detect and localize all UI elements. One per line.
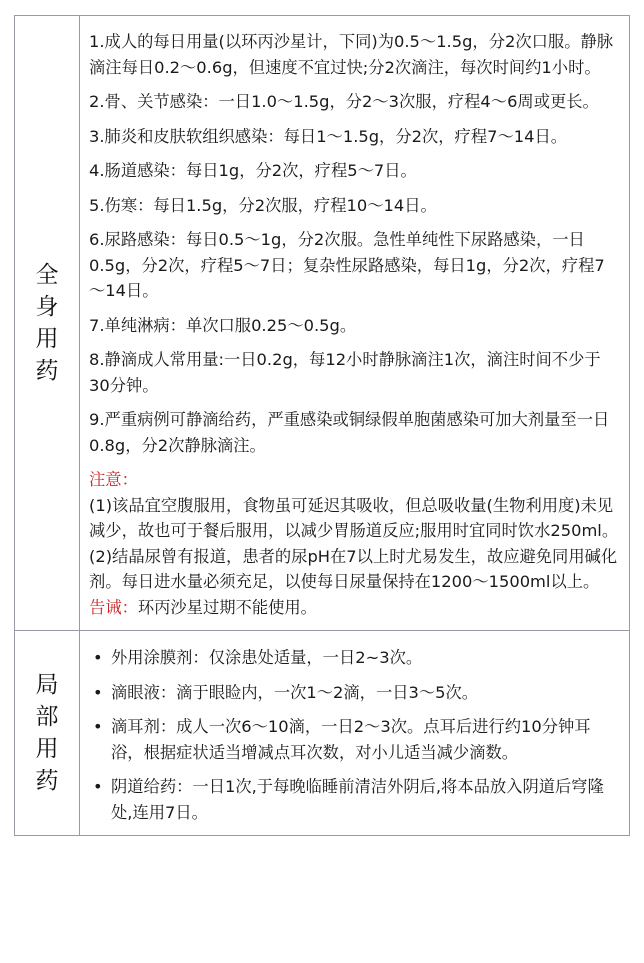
list-item [89, 645, 621, 671]
dosage-item: 6.尿路感染：每日0.5～1g，分2次服。急性单纯性下尿路感染，一日0.5g，分2次，疗程5～7日；复杂性尿路感染，每日1g，分2次，疗程7～14日。 [89, 230, 605, 300]
dosage-item: 4.肠道感染：每日1g，分2次，疗程5～7日。 [89, 161, 417, 180]
list-item [89, 774, 621, 825]
dosage-item: 3.肺炎和皮肤软组织感染：每日1～1.5g，分2次，疗程7～14日。 [89, 126, 568, 146]
warning-heading: 告诫： [89, 597, 138, 617]
notice-item: (2)结晶尿曾有报道，患者的尿pH在7以上时尤易发生，故应避免同用碱化剂。每日进水量必须充足，以使每日尿量保持在1200～1500ml以上。 [89, 546, 618, 591]
notice-heading: 注意： [89, 470, 138, 489]
bullet-icon: • [93, 777, 103, 796]
dosage-item: 2.骨、关节感染：一日1.0～1.5g，分2～3次服，疗程4～6周或更长。 [89, 92, 599, 111]
notice-item: (1)该品宜空腹服用，食物虽可延迟其吸收，但总吸收量(生物利用度)未见减少，故也可于餐后服用，以减少胃肠道反应;服用时宜同时饮水250ml。 [89, 495, 619, 540]
bullet-icon: • [93, 717, 103, 736]
dosage-item: 5.伤寒：每日1.5g，分2次服，疗程10～14日。 [89, 195, 437, 215]
list-item [89, 714, 621, 765]
systemic-label-cell [15, 16, 80, 630]
list-item-text: 滴耳剂：成人一次6～10滴，一日2～3次。点耳后进行约10分钟耳浴，根据症状适当增减点耳次数，对小儿适当减少滴数。 [111, 717, 591, 762]
topical-row [15, 631, 629, 835]
dosage-item: 9.严重病例可静滴给药，严重感染或铜绿假单胞菌感染可加大剂量至一日0.8g，分2次静脉滴注。 [89, 410, 610, 455]
systemic-label: 全身用药 [35, 262, 59, 384]
warning-text: 环丙沙星过期不能使用。 [137, 597, 317, 617]
list-item [89, 680, 621, 706]
warning-line [89, 595, 621, 621]
bullet-icon: • [93, 648, 103, 667]
dosage-item: 8.静滴成人常用量:一日0.2g，每12小时静脉滴注1次，滴注时间不少于30分钟。 [89, 350, 601, 395]
list-item-text: 外用涂膜剂：仅涂患处适量，一日2~3次。 [111, 648, 423, 667]
topical-content [80, 631, 629, 835]
list-item-text: 滴眼液：滴于眼睑内，一次1～2滴，一日3～5次。 [111, 682, 479, 702]
dosage-item: 1.成人的每日用量(以环丙沙星计，下同)为0.5～1.5g，分2次口服。静脉滴注每日0.2～0.6g，但速度不宜过快;分2次滴注，每次时间约1小时。 [89, 32, 614, 77]
systemic-content [80, 16, 629, 630]
topical-list [89, 645, 621, 825]
bullet-icon: • [93, 682, 103, 702]
systemic-row [15, 16, 629, 631]
list-item-text: 阴道给药：一日1次,于每晚临睡前清洁外阴后,将本品放入阴道后穹隆处,连用7日。 [111, 777, 604, 822]
topical-label-cell [15, 631, 80, 835]
dosage-table [14, 15, 630, 836]
dosage-item: 7.单纯淋病：单次口服0.25～0.5g。 [89, 315, 357, 335]
topical-label: 局部用药 [35, 672, 59, 794]
